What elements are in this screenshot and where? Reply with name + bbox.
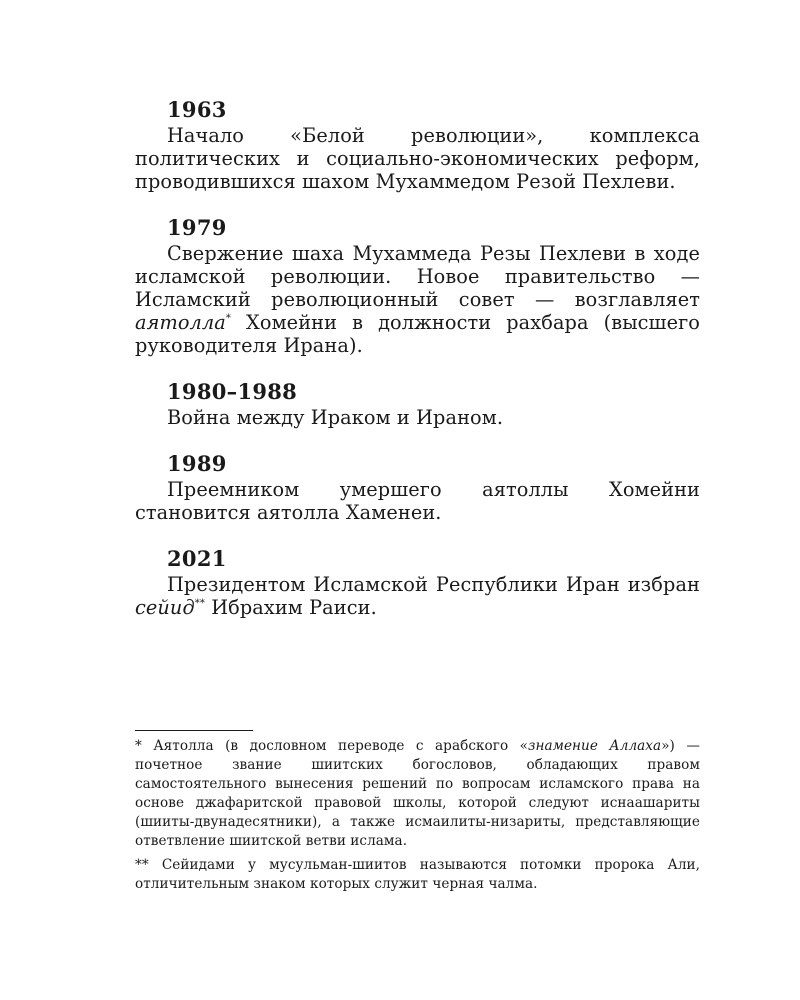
footnote-marker: ** bbox=[135, 857, 149, 873]
entry-text-part: Хомейни в должности рахбара (высшего руководителя Ирана). bbox=[135, 311, 700, 357]
entry-1979 bbox=[135, 216, 700, 357]
entry-1963 bbox=[135, 98, 700, 193]
entry-text-part: Президентом Исламской Республики Иран избран bbox=[167, 573, 700, 596]
entry-text bbox=[135, 242, 700, 357]
entry-1980-1988 bbox=[135, 380, 700, 429]
entry-text-part: Ибрахим Раиси. bbox=[204, 596, 377, 619]
footnote-1 bbox=[135, 737, 700, 851]
entry-text bbox=[135, 573, 700, 619]
footnote-divider bbox=[135, 730, 253, 731]
entry-text: Преемником умершего аятоллы Хомейни становится аятолла Хаменеи. bbox=[135, 478, 700, 524]
entry-year: 1963 bbox=[167, 97, 227, 122]
entry-year: 1989 bbox=[167, 451, 227, 476]
entry-1989 bbox=[135, 452, 700, 524]
entry-text: Война между Ираком и Ираном. bbox=[167, 406, 504, 429]
entry-year: 2021 bbox=[167, 546, 227, 571]
footnote-2 bbox=[135, 856, 700, 894]
footnote-text: Сейидами у мусульман-шиитов называются потомки пророка Али, отличительным знаком которых служит черная чалма. bbox=[135, 857, 701, 892]
footnote-text-part: ») — почетное звание шиитских богословов, обладающих правом самостоятельного вынесения решений по вопросам исламского права на основе джафаритской правовой школы, которой следуют иснаашариты (шииты-двунадесятники), а также исмаилиты-низариты, представляющие ответвление шиитской ветви ислама. bbox=[135, 738, 701, 849]
footnotes bbox=[135, 730, 700, 899]
entry-year: 1979 bbox=[167, 215, 227, 240]
footnote-text-part: Аятолла (в дословном переводе с арабского « bbox=[153, 738, 528, 754]
footnote-term: знамение Аллаха bbox=[528, 738, 662, 754]
footnote-ref: ** bbox=[194, 598, 205, 609]
entry-2021 bbox=[135, 547, 700, 619]
entry-year: 1980–1988 bbox=[167, 379, 298, 404]
footnote-ref: * bbox=[225, 313, 232, 324]
entry-text-part: Свержение шаха Мухаммеда Резы Пехлеви в ходе исламской революции. Новое правительство — Исламский революционный совет — возглавляет bbox=[135, 242, 700, 311]
term-ayatollah: аятолла bbox=[135, 311, 226, 334]
footnote-marker: * bbox=[135, 738, 142, 754]
entry-text: Начало «Белой революции», комплекса политических и социально-экономических реформ, проводившихся шахом Мухаммедом Резой Пехлеви. bbox=[135, 124, 700, 193]
term-sayyid: сейид bbox=[135, 596, 195, 619]
chronology bbox=[135, 98, 700, 642]
